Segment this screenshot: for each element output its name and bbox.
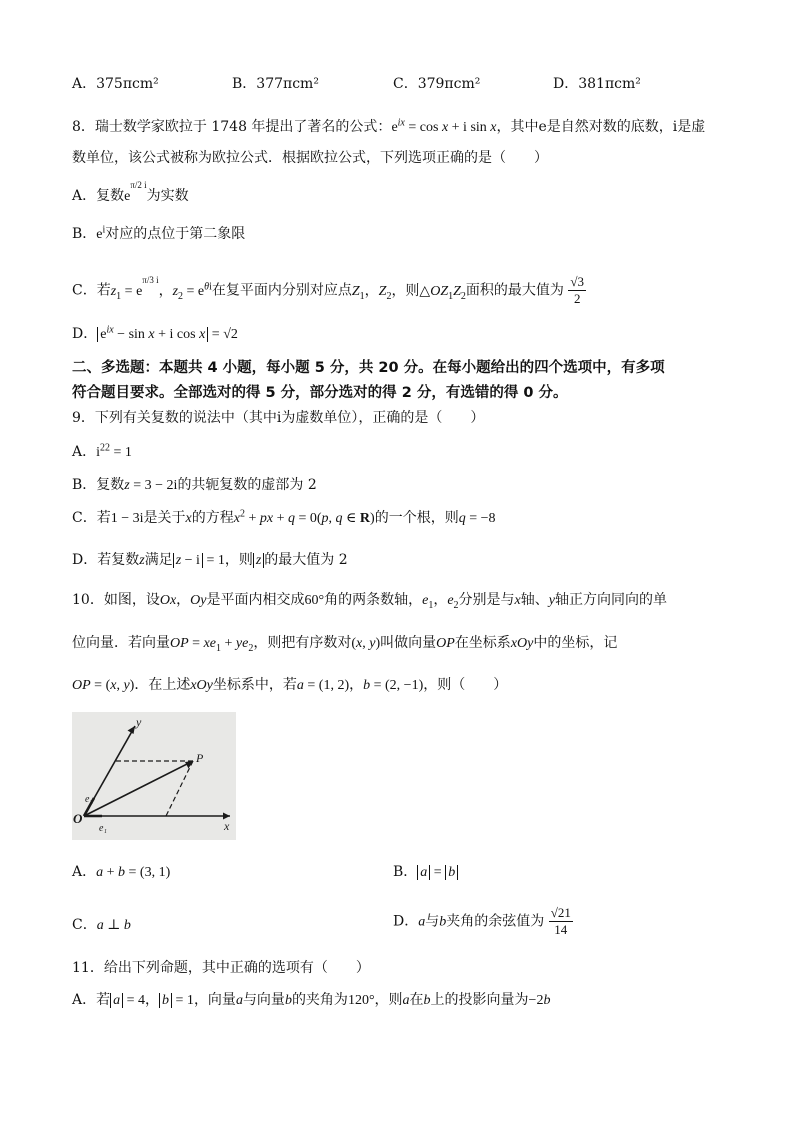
label-e2: e₂	[85, 794, 93, 805]
q10-option-a: A．a + b = (3, 1)	[72, 864, 171, 880]
euler-formula: $e^{ix} = \cos x + i$ sin x	[391, 117, 497, 135]
q10-stem-line1: 10．如图，设Ox，Oy是平面内相交成60°角的两条数轴，$e_1$，$e_2$分别是与x轴、y轴正方向同向的单	[72, 592, 667, 611]
q10-stem-line3: OP = (x, y)．在上述xOy坐标系中，若a = (1, 2)，b = (2, −1)，则（ ）	[72, 677, 508, 693]
q7-option-a: A．375πcm²	[72, 76, 159, 92]
q8-option-b: B．$e^i$对应的点位于第二象限	[72, 224, 246, 242]
q10d-fraction: $\frac{√21}{14}$	[550, 905, 571, 937]
q7-option-c: C．379πcm²	[393, 76, 481, 92]
q10-option-c: C．a ⊥ b	[72, 917, 131, 933]
q8c-fraction: $\frac{√3}{2}$	[570, 274, 585, 306]
oblique-coordinate-figure	[72, 712, 236, 840]
q8-stem-line1: 8．瑞士数学家欧拉于 1748 年提出了著名的公式：$e^{ix} = \cos x + i$ sin x，其中e是自然对数的底数，i是虚	[72, 117, 706, 135]
q10-option-d: D．a与b夹角的余弦值为 $\frac{√21}{14}$	[393, 905, 571, 937]
q7-option-d: D．381πcm²	[553, 76, 641, 92]
q9-option-d: D．若复数z满足 z − i = 1，则 z 的最大值为 2	[72, 552, 348, 568]
q8-option-a: A．复数$e^{\pi/2 i}$为实数	[72, 180, 189, 204]
q10-stem-line2: 位向量．若向量OP = $xe_1 + ye_2$，则把有序数对(x, y)叫做向量OP在坐标系xOy中的坐标，记	[72, 635, 618, 654]
label-o: O	[73, 811, 83, 826]
q8-stem-line2: 数单位，该公式被称为欧拉公式．根据欧拉公式，下列选项正确的是（ ）	[72, 150, 548, 166]
figure-background	[72, 712, 236, 840]
q11-stem: 11．给出下列命题，其中正确的选项有（ ）	[72, 960, 370, 976]
q11-option-a: A．若 a = 4， b = 1，向量a与向量b的夹角为120°，则a在b上的投影向量为−2b	[72, 992, 551, 1008]
q9-stem: 9．下列有关复数的说法中（其中i为虚数单位），正确的是（ ）	[72, 410, 485, 426]
q8-option-d: D． $e^{ix} - \sin x + i$ cos x = √2	[72, 324, 238, 342]
q9-option-a: A．$i^{22} = 1$	[72, 442, 132, 460]
label-p: P	[196, 751, 204, 765]
q8a-expression: $e^{\pi/2 i}$	[124, 180, 147, 204]
section2-heading-line2: 符合题目要求。全部选对的得 5 分，部分选对的得 2 分，有选错的得 0 分。	[72, 385, 568, 401]
q9-option-c: C．若1 − 3i是关于x的方程$x^2$ + px + q = 0(p, q ∈ R)的一个根，则q = −8	[72, 508, 496, 526]
label-y: y	[136, 715, 142, 729]
label-e1: e₁	[99, 823, 107, 834]
label-x: x	[224, 819, 230, 833]
q10-option-b: B． a = b	[393, 862, 458, 883]
q8-option-c: C．若$z_1 = e^{\pi/3 i}$，$z_2 = e^{\theta i}$在复平面内分别对应点$Z_1$，$Z_2$，则$\triangle OZ_1Z_2$面积的最大值为 $\frac{√3}{2}$	[72, 274, 585, 306]
section2-heading-line1: 二、多选题：本题共 4 小题，每小题 5 分，共 20 分。在每小题给出的四个选项中，有多项	[72, 360, 665, 376]
q9-option-b: B．复数z = 3 − 2i的共轭复数的虚部为 2	[72, 477, 317, 493]
q7-option-b: B．377πcm²	[232, 76, 319, 92]
